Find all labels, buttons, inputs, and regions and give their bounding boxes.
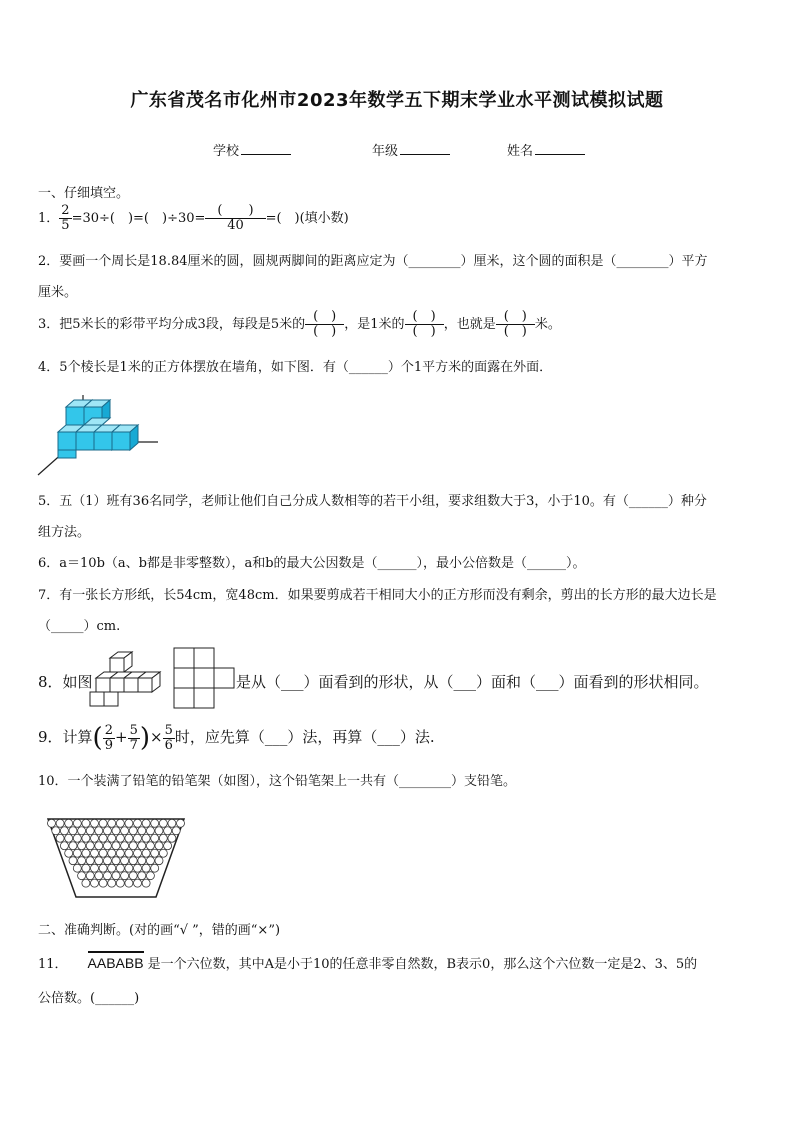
pencil-circle xyxy=(108,879,116,887)
pencil-circle xyxy=(129,842,137,850)
pencil-circle xyxy=(78,872,86,880)
pencil-circle xyxy=(86,827,94,835)
pencil-circle xyxy=(142,819,150,827)
pencil-circle xyxy=(86,857,94,865)
pencil-circle xyxy=(134,879,142,887)
question-9: 9．计算( $\frac{2}{9}$ + $\frac{5}{7}$ )× $\frac{5}{6}$ 时，应先算（___）法，再算（___）法. xyxy=(38,722,435,753)
name-field xyxy=(507,140,585,159)
pencil-circle xyxy=(121,857,129,865)
pencil-circle xyxy=(151,819,159,827)
question-2-line-1: 2．要画一个周长是18.84厘米的圆，圆规两脚间的距离应定为（________）厘米，这个圆的面积是（________）平方 xyxy=(38,254,708,269)
grade-blank[interactable] xyxy=(400,142,450,155)
q9-f3-den: 6 xyxy=(164,737,173,753)
q3-f1-num: ( ) xyxy=(305,310,344,325)
pencil-circle xyxy=(91,879,99,887)
pencil-circle xyxy=(91,864,99,872)
pencil-circle xyxy=(73,819,81,827)
pencil-circle xyxy=(69,827,77,835)
pencil-circle xyxy=(146,857,154,865)
pencil-circle xyxy=(168,819,176,827)
pencil-circle xyxy=(138,842,146,850)
pencil-circle xyxy=(60,827,68,835)
question-4: 4．5个棱长是1米的正方体摆放在墙角，如下图．有（______）个1平方米的面露在外面． xyxy=(38,360,553,375)
pencil-circle xyxy=(142,879,150,887)
school-label: 学校 xyxy=(213,144,240,159)
cube-bottom-far xyxy=(112,425,138,450)
pencil-circle xyxy=(95,872,103,880)
question-8-prefix: 8．如图 xyxy=(38,673,93,691)
q9-frac-1 xyxy=(103,724,115,753)
pencil-circle xyxy=(48,819,56,827)
question-2-line-2: 厘米。 xyxy=(38,285,78,300)
pencil-circle xyxy=(125,834,133,842)
q3-f1-den: ( ) xyxy=(313,324,337,339)
school-field xyxy=(213,140,291,159)
pencil-circle xyxy=(138,872,146,880)
pencil-circle xyxy=(112,827,120,835)
pencil-circle xyxy=(129,872,137,880)
q3-fraction-1 xyxy=(305,310,344,339)
q9-times: × xyxy=(150,728,163,746)
pencil-circle xyxy=(108,819,116,827)
pencil-circle xyxy=(164,842,172,850)
q3-fraction-2 xyxy=(405,310,444,339)
pencil-circle xyxy=(168,834,176,842)
school-blank[interactable] xyxy=(241,142,291,155)
q1-text-a: =30÷( )=( )÷30= xyxy=(71,211,206,226)
pencil-circle xyxy=(125,849,133,857)
pencil-circle xyxy=(82,834,90,842)
pencil-circle xyxy=(125,879,133,887)
pencil-circle xyxy=(78,857,86,865)
q3-f3-num: ( ) xyxy=(496,310,535,325)
pencil-circle xyxy=(56,819,64,827)
cube-stack-figure xyxy=(90,650,165,708)
question-8-text: 是从（___）面看到的形状，从（___）面和（___）面看到的形状相同。 xyxy=(236,673,709,691)
cube-corner-figure xyxy=(38,395,163,480)
pencil-circle xyxy=(103,842,111,850)
q9-text-b: 时，应先算（___）法，再算（___）法. xyxy=(174,728,435,746)
q9-f2-num: 5 xyxy=(129,722,138,738)
pencil-circle xyxy=(172,827,180,835)
pencil-circle xyxy=(146,842,154,850)
pencil-circle xyxy=(73,834,81,842)
pencil-circle xyxy=(108,864,116,872)
pencil-circle xyxy=(82,879,90,887)
q3-f3-den: ( ) xyxy=(503,324,527,339)
pencil-circle xyxy=(56,834,64,842)
pencil-circle xyxy=(129,827,137,835)
q3-text-a: 3．把5米长的彩带平均分成3段，每段是5米的 xyxy=(38,317,306,332)
pencil-circle xyxy=(146,827,154,835)
pencil-circle xyxy=(142,849,150,857)
pencil-circle xyxy=(99,849,107,857)
q11-text: 是一个六位数，其中A是小于10的任意非零自然数，B表示0，那么这个六位数一定是2、3、5的 xyxy=(147,957,698,972)
pencil-circle xyxy=(69,857,77,865)
pencil-circle xyxy=(60,842,68,850)
pencil-circle xyxy=(116,879,124,887)
pencil-circle xyxy=(112,872,120,880)
pencil-circle xyxy=(103,872,111,880)
pencil-circle xyxy=(103,827,111,835)
name-label: 姓名 xyxy=(507,144,534,159)
pencil-circle xyxy=(159,819,167,827)
pencil-circle xyxy=(108,849,116,857)
pencil-circle xyxy=(138,857,146,865)
q1-fraction xyxy=(59,204,71,233)
pencil-circle xyxy=(82,849,90,857)
question-11-line-2: 公倍数。(______) xyxy=(38,991,140,1006)
pencil-circle xyxy=(69,842,77,850)
question-5-line-2: 组方法。 xyxy=(38,525,91,540)
pencil-circle xyxy=(121,827,129,835)
pencil-circle xyxy=(142,864,150,872)
q11-number: 11． xyxy=(38,957,68,972)
q3-fraction-3 xyxy=(496,310,535,339)
pencil-circle xyxy=(138,827,146,835)
pencil-circle xyxy=(159,849,167,857)
grade-field xyxy=(372,140,450,159)
pencil-circle xyxy=(116,864,124,872)
pencil-circle xyxy=(121,842,129,850)
q9-f3-num: 5 xyxy=(164,722,173,738)
q11-six-digit-number: AABABB xyxy=(88,951,144,971)
pencil-circle xyxy=(134,819,142,827)
pencil-rack-figure xyxy=(48,817,186,899)
pencil-circle xyxy=(121,872,129,880)
q3-f2-den: ( ) xyxy=(412,324,436,339)
q1-text-b: =( )(填小数) xyxy=(265,211,349,226)
pencil-circle xyxy=(99,819,107,827)
pencil-circle xyxy=(151,834,159,842)
section-2-heading: 二、准确判断。(对的画“√ ”，错的画“×”) xyxy=(38,923,281,938)
pencil-circle xyxy=(155,842,163,850)
pencil-circle xyxy=(134,864,142,872)
pencil-circle xyxy=(91,834,99,842)
pencil-circle xyxy=(159,834,167,842)
pencil-circle xyxy=(151,864,159,872)
q3-text-c: ，也就是 xyxy=(443,317,496,332)
pencil-circle xyxy=(155,857,163,865)
pencil-circle xyxy=(108,834,116,842)
q1-frac2-den: 40 xyxy=(227,218,244,233)
q1-number: 1． xyxy=(38,211,60,226)
pencil-circle xyxy=(99,879,107,887)
pencil-circle xyxy=(125,819,133,827)
pencil-circle xyxy=(78,842,86,850)
pencil-circle xyxy=(91,849,99,857)
pencil-circle xyxy=(112,857,120,865)
pencil-circle xyxy=(65,819,73,827)
q9-f1-num: 2 xyxy=(104,722,113,738)
pencil-circle xyxy=(177,819,185,827)
pencil-circle xyxy=(116,819,124,827)
q1-fraction-2 xyxy=(205,204,265,233)
pencil-circle xyxy=(116,849,124,857)
pencil-circle xyxy=(134,849,142,857)
question-7-line-2: （_____）cm. xyxy=(38,619,121,634)
q9-f2-den: 7 xyxy=(129,737,138,753)
section-1-heading: 一、仔细填空。 xyxy=(38,186,130,201)
pencil-circle xyxy=(65,834,73,842)
pencil-circle xyxy=(129,857,137,865)
pencil-circle xyxy=(73,864,81,872)
pencil-circle xyxy=(142,834,150,842)
name-blank[interactable] xyxy=(535,142,585,155)
pencil-circle xyxy=(99,834,107,842)
pencil-circle xyxy=(95,857,103,865)
q1-frac-den: 5 xyxy=(61,218,70,233)
q9-frac-2 xyxy=(128,724,140,753)
pencil-circle xyxy=(134,834,142,842)
pencil-circle xyxy=(78,827,86,835)
pencil-circle xyxy=(52,827,60,835)
question-5-line-1: 5．五（1）班有36名同学，老师让他们自己分成人数相等的若干小组，要求组数大于3，小于10。有（______）种分 xyxy=(38,494,707,509)
pencil-circle xyxy=(82,864,90,872)
pencil-circle xyxy=(73,849,81,857)
q1-frac2-num: ( ) xyxy=(205,204,265,219)
pencil-circle xyxy=(65,849,73,857)
pencil-circle xyxy=(155,827,163,835)
q9-f1-den: 9 xyxy=(104,737,113,753)
question-6: 6．a＝10b（a、b都是非零整数），a和b的最大公因数是（______），最小公倍数是（______）。 xyxy=(38,556,586,571)
q9-text-a: 9．计算 xyxy=(38,728,93,746)
q9-plus: + xyxy=(114,728,128,746)
page-title: 广东省茂名市化州市2023年数学五下期末学业水平测试模拟试题 xyxy=(130,90,664,111)
q3-text-b: ，是1米的 xyxy=(344,317,405,332)
pencil-circle xyxy=(151,849,159,857)
pencil-circle xyxy=(91,819,99,827)
pencil-circle xyxy=(125,864,133,872)
question-11 xyxy=(38,951,697,972)
pencil-circle xyxy=(86,842,94,850)
grid-view-figure xyxy=(172,646,238,710)
question-3 xyxy=(38,310,561,339)
pencil-circle xyxy=(146,872,154,880)
pencil-circle xyxy=(82,819,90,827)
q3-text-d: 米。 xyxy=(534,317,561,332)
cube-col-left xyxy=(58,450,76,458)
pencil-circle xyxy=(95,842,103,850)
pencil-circle xyxy=(164,827,172,835)
q1-frac-num: 2 xyxy=(61,203,70,218)
question-10: 10．一个装满了铅笔的铅笔架（如图），这个铅笔架上一共有（________）支铅笔。 xyxy=(38,774,517,789)
pencil-circle xyxy=(112,842,120,850)
question-1 xyxy=(38,204,349,233)
question-7-line-1: 7．有一张长方形纸，长54cm，宽48cm．如果要剪成若干相同大小的正方形而没有剩余，剪出的长方形的最大边长是 xyxy=(38,588,717,603)
pencil-circle xyxy=(116,834,124,842)
pencil-circle xyxy=(95,827,103,835)
pencil-circle xyxy=(99,864,107,872)
q3-f2-num: ( ) xyxy=(405,310,444,325)
pencil-circle xyxy=(86,872,94,880)
q9-frac-3 xyxy=(163,724,175,753)
pencil-circle xyxy=(103,857,111,865)
grade-label: 年级 xyxy=(372,144,399,159)
